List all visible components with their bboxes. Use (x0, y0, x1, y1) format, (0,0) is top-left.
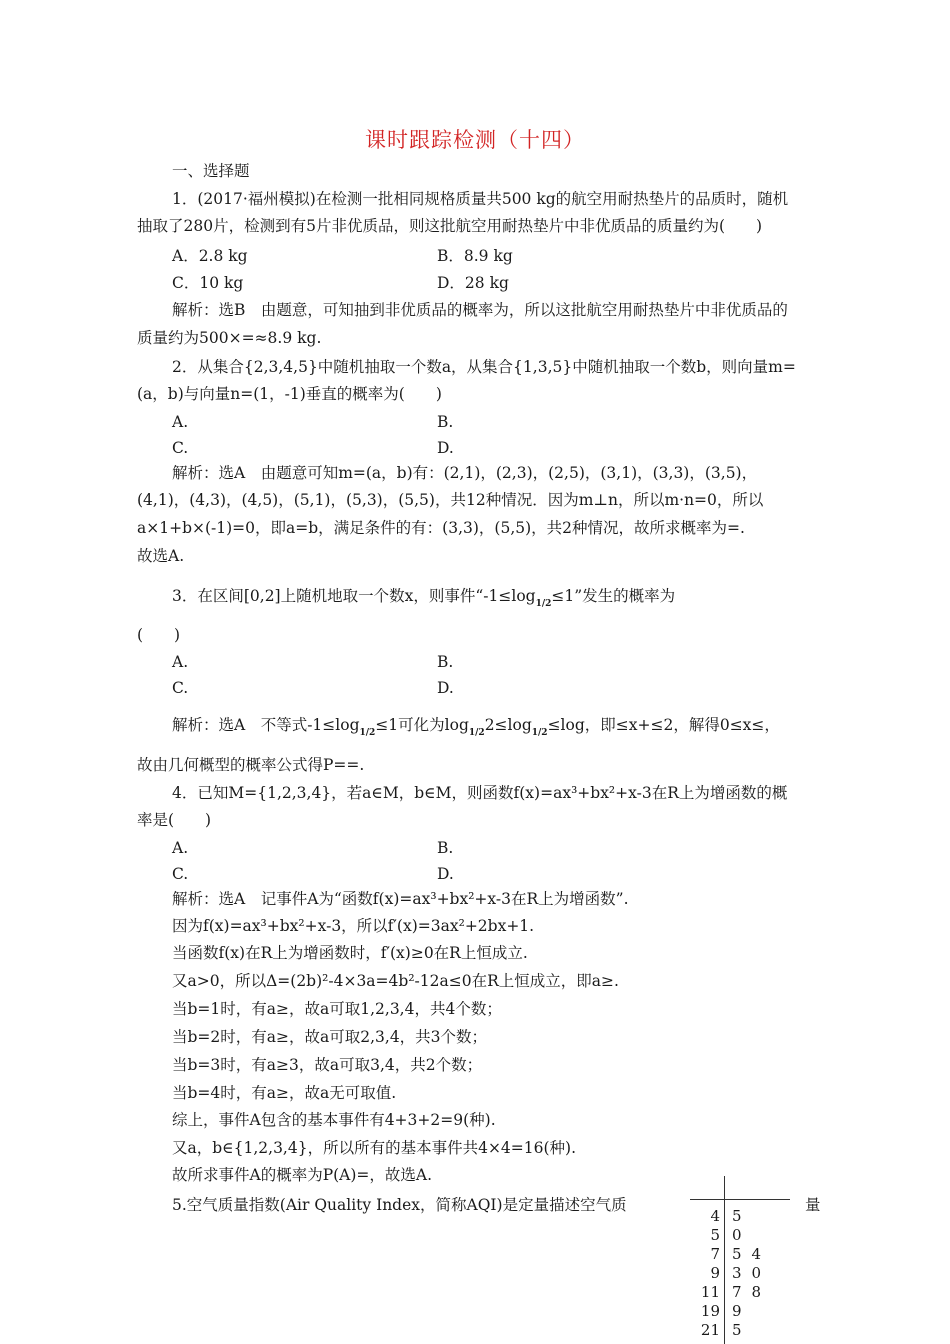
stem-leaf-divider (724, 1176, 725, 1344)
q1-option-c: C．10 kg (172, 274, 244, 292)
q4-solution-line7: 当b=3时，有a≥3，故a可取3,4，共2个数； (172, 1056, 483, 1074)
q2-solution-line3: a×1+b×(-1)=0，即a=b，满足条件的有：(3,3)，(5,5)，共2种情况，故所求概率为=. (137, 519, 745, 537)
stem-value: 4 (710, 1207, 720, 1225)
q3-solution-line1: 解析：选A 不等式$-1\le\log_{1/2}\le 1$可化为$\log_{1/2}2\le\log_{1/2}\le\log$，即≤x+≤2，解得0≤x≤， (172, 716, 780, 738)
q3-option-b: B. (437, 653, 454, 671)
q3-option-a: A. (172, 653, 189, 671)
stem-value: 9 (710, 1264, 720, 1282)
q4-solution-line1: 解析：选A 记事件A为“函数f(x)=ax³+bx²+x-3在R上为增函数”. (172, 890, 629, 908)
q3-line2: ( ) (137, 626, 181, 644)
leaf-values: 54 (732, 1245, 772, 1263)
q4-solution-line10: 又a，b∈{1,2,3,4}，所以所有的基本事件共4×4=16(种). (172, 1139, 577, 1157)
q1-option-b: B．8.9 kg (437, 247, 513, 265)
q4-solution-line11: 故所求事件A的概率为P(A)=，故选A. (172, 1166, 433, 1184)
leaf-values: 30 (732, 1264, 772, 1282)
q4-solution-line5: 当b=1时，有a≥，故a可取1,2,3,4，共4个数； (172, 1000, 502, 1018)
q4-line2: 率是( ) (137, 811, 212, 829)
q2-line1: 2．从集合{2,3,4,5}中随机抽取一个数a，从集合{1,3,5}中随机抽取一个数b，则向量m= (172, 358, 796, 376)
q3-option-c: C. (172, 679, 189, 697)
leaf-values: 9 (732, 1302, 752, 1320)
q1-solution-line1: 解析：选B 由题意，可知抽到非优质品的概率为，所以这批航空用耐热垫片中非优质品的 (172, 301, 788, 319)
q2-option-c: C. (172, 439, 189, 457)
q1-line2: 抽取了280片，检测到有5片非优质品，则这批航空用耐热垫片中非优质品的质量约为( ) (137, 217, 763, 235)
q2-option-a: A. (172, 413, 189, 431)
q2-solution-line4: 故选A. (137, 547, 185, 565)
q4-solution-line9: 综上，事件A包含的基本事件有4+3+2=9(种). (172, 1111, 496, 1129)
q4-solution-line4: 又a>0，所以Δ=(2b)²-4×3a=4b²-12a≤0在R上恒成立，即a≥. (172, 972, 619, 990)
q5-line1-tail: 量 (805, 1196, 821, 1214)
q4-solution-line3: 当函数f(x)在R上为增函数时，f′(x)≥0在R上恒成立. (172, 944, 528, 962)
q2-solution-line1: 解析：选A 由题意可知m=(a，b)有：(2,1)，(2,3)，(2,5)，(3,1)，(3,3)，(3,5)， (172, 464, 758, 482)
q1-option-a: A．2.8 kg (172, 247, 248, 265)
q1-line1: 1．(2017·福州模拟)在检测一批相同规格质量共500 kg的航空用耐热垫片的品质时，随机 (172, 190, 789, 208)
stem-value: 11 (700, 1283, 720, 1301)
stem-value: 21 (700, 1321, 720, 1339)
section-heading: 一、选择题 (172, 162, 250, 180)
q4-solution-line2: 因为f(x)=ax³+bx²+x-3，所以f′(x)=3ax²+2bx+1. (172, 917, 535, 935)
q1-solution-line2: 质量约为500×=≈8.9 kg. (137, 329, 322, 347)
leaf-values: 5 (732, 1207, 752, 1225)
q4-solution-line6: 当b=2时，有a≥，故a可取2,3,4，共3个数； (172, 1028, 488, 1046)
q2-option-d: D. (437, 439, 454, 457)
q4-option-d: D. (437, 865, 454, 883)
leaf-values: 5 (732, 1321, 752, 1339)
q2-option-b: B. (437, 413, 454, 431)
q4-option-c: C. (172, 865, 189, 883)
stem-leaf-plot (690, 1176, 800, 1344)
stem-leaf-top-rule (690, 1199, 790, 1200)
stem-value: 19 (700, 1302, 720, 1320)
stem-value: 7 (710, 1245, 720, 1263)
q3-option-d: D. (437, 679, 454, 697)
q3-solution-line2: 故由几何概型的概率公式得P==. (137, 756, 365, 774)
q3-line1: 3．在区间[0,2]上随机地取一个数x，则事件“$-1\le\log_{1/2}\le 1$”发生的概率为 (172, 587, 676, 609)
q1-option-d: D．28 kg (437, 274, 509, 292)
q2-solution-line2: (4,1)，(4,3)，(4,5)，(5,1)，(5,3)，(5,5)，共12种情况．因为m⊥n，所以m·n=0，所以 (137, 491, 764, 509)
q4-option-b: B. (437, 839, 454, 857)
leaf-values: 0 (732, 1226, 752, 1244)
q4-line1: 4．已知M={1,2,3,4}，若a∈M，b∈M，则函数f(x)=ax³+bx²+x-3在R上为增函数的概 (172, 784, 788, 802)
page-title: 课时跟踪检测（十四） (365, 128, 585, 152)
log-base-subscript: 1/2 (535, 599, 552, 609)
stem-value: 5 (710, 1226, 720, 1244)
q4-option-a: A. (172, 839, 189, 857)
q4-solution-line8: 当b=4时，有a≥，故a无可取值. (172, 1084, 397, 1102)
q5-line1: 5.空气质量指数(Air Quality Index，简称AQI)是定量描述空气质 (172, 1196, 627, 1214)
q2-line2: (a，b)与向量n=(1，-1)垂直的概率为( ) (137, 385, 442, 403)
leaf-values: 78 (732, 1283, 772, 1301)
